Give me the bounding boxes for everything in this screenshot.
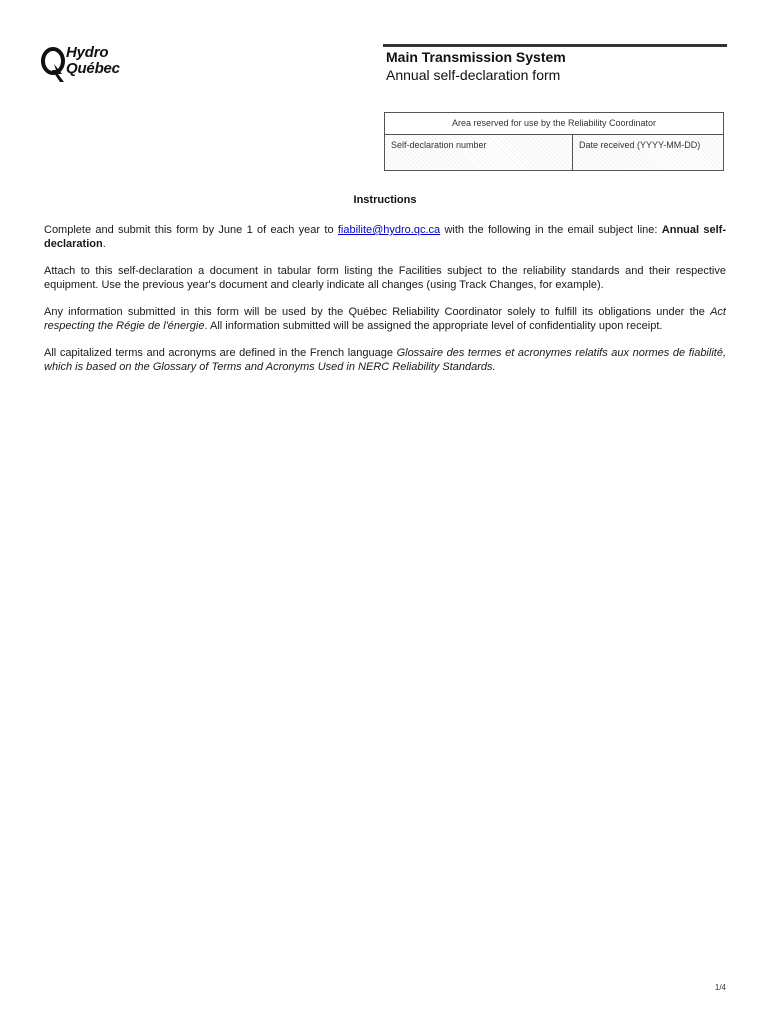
- title-rule: [383, 44, 727, 47]
- p3-text-a: Any information submitted in this form will be used by the Québec Reliability Coordinator solely to fulfill its obligations under the: [44, 306, 711, 318]
- document-title: Main Transmission System: [386, 49, 566, 65]
- self-declaration-number-label: Self-declaration number: [391, 140, 487, 150]
- logo-word-hydro: Hydro: [66, 44, 109, 61]
- hydro-quebec-logo: [40, 44, 150, 84]
- p3-text-b: . All information submitted will be assigned the appropriate level of confidentiality upon receipt.: [204, 320, 663, 332]
- email-link[interactable]: fiabilite@hydro.qc.ca: [337, 224, 441, 236]
- reserved-area-row: [385, 135, 723, 170]
- instructions-paragraph-confidentiality: [44, 305, 726, 333]
- document-subtitle: Annual self-declaration form: [386, 67, 561, 83]
- page-number: 1/4: [714, 983, 726, 992]
- reserved-area-box: [384, 112, 724, 171]
- instructions-paragraph-glossary: [44, 346, 726, 374]
- date-received-label: Date received (YYYY-MM-DD): [579, 140, 701, 150]
- email-subject-text: Annual self-declaration: [44, 224, 727, 250]
- self-declaration-number-field[interactable]: [385, 135, 573, 170]
- act-title-text: Act respecting the Régie de l'énergie: [44, 306, 726, 332]
- glossaire-title-text: Glossaire des termes et acronymes relatifs aux normes de fiabilité: [396, 347, 723, 359]
- p4-text-b: , which is based on the Glossary of Terms and Acronyms Used in NERC Reliability Standards.: [44, 347, 726, 373]
- p1-text-b: with the following in the email subject line:: [440, 224, 662, 236]
- p4-text-a: All capitalized terms and acronyms are defined in the French language: [44, 347, 397, 359]
- p1-text-a: Complete and submit this form by June 1 of each year to: [44, 224, 338, 236]
- logo-word-quebec: Québec: [66, 60, 120, 77]
- instructions-heading: Instructions: [353, 194, 417, 206]
- instructions-paragraph-submit: [44, 223, 726, 251]
- instructions-paragraph-attach: Attach to this self-declaration a document in tabular form listing the Facilities subject to the reliability standards and their respective equipment. Use the previous year's document and clearly indicate all changes (using Track Changes, for example).: [44, 265, 726, 291]
- reserved-area-heading: Area reserved for use by the Reliability Coordinator: [385, 113, 723, 135]
- p1-text-end: .: [102, 238, 106, 250]
- date-received-field[interactable]: [573, 135, 723, 170]
